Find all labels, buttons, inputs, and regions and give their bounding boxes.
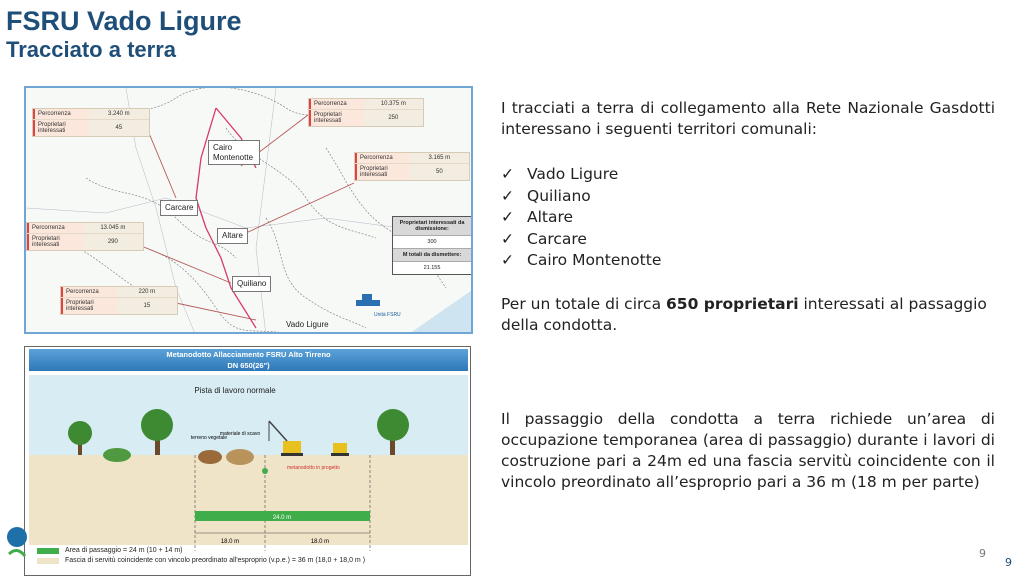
map-table-2	[308, 98, 424, 127]
table-value: 290	[107, 239, 118, 245]
table-key: Percorrenza	[33, 109, 89, 119]
diagram-header-line-2: DN 650(26")	[227, 361, 270, 370]
place-quiliano: Quiliano	[232, 276, 271, 292]
legend-text: Area di passaggio = 24 m (10 + 14 m)	[65, 547, 183, 554]
materiale-pile	[226, 449, 254, 465]
map-table-4	[26, 222, 144, 251]
paragraph-passaggio: Il passaggio della condotta a terra richiede un’area di occupazione temporanea (area di passaggio) durante i lavori di costruzione pari a 24m ed una fascia servitù coincidente con il vincolo preordinato all’esproprio pari a 36 m (18 m per parte)	[501, 410, 995, 491]
totals-box	[392, 216, 472, 275]
cross-section-diagram	[24, 346, 471, 576]
table-key: Proprietari interessati	[355, 164, 410, 180]
list-item-label: Vado Ligure	[527, 165, 619, 183]
slide-title-block	[6, 6, 242, 62]
table-key: Proprietari interessati	[309, 110, 364, 126]
table-value: 250	[388, 115, 399, 121]
place-vado-ligure: Vado Ligure	[286, 320, 329, 329]
list-item-label: Cairo Montenotte	[527, 251, 662, 269]
table-value: 15	[143, 303, 151, 309]
diagram-legend	[37, 547, 365, 567]
table-value: 220 m	[138, 289, 156, 295]
page-number: 9	[1005, 556, 1012, 569]
legend-item	[37, 557, 365, 564]
totals-value-1: 300	[393, 236, 471, 249]
slide-subtitle: Tracciato a terra	[6, 37, 176, 63]
metanodotto-label: metanodotto in progetto	[287, 465, 340, 471]
place-cairo-montenotte: Cairo Montenotte	[208, 140, 260, 165]
materiale-label: materiale di scavo	[219, 431, 261, 437]
map-table-3	[354, 152, 470, 181]
table-value: 50	[436, 169, 443, 175]
table-key: Percorrenza	[355, 153, 410, 163]
table-value: 10.375 m	[380, 101, 406, 107]
list-item-label: Carcare	[527, 229, 587, 248]
bush-icon	[103, 448, 131, 462]
legend-text: Fascia di servitù coincidente con vincolo preordinato all'esproprio (v.p.e.) = 36 m (18,0 + 18,0 m )	[65, 557, 366, 564]
table-value: 45	[115, 125, 123, 131]
width-18a-label: 18.0 m	[220, 539, 240, 545]
check-icon: ✓	[501, 208, 514, 226]
place-altare: Altare	[217, 228, 248, 244]
unita-fsru-label: Unità FSRU	[374, 312, 401, 318]
list-item	[501, 250, 661, 272]
total-text-a: Per un totale di circa	[501, 295, 666, 313]
snam-logo-icon	[6, 524, 28, 564]
total-text-c: interessati al passaggio della condotta.	[501, 295, 987, 334]
legend-swatch-green	[37, 548, 59, 554]
check-icon: ✓	[501, 251, 514, 269]
list-item-label: Quiliano	[527, 186, 591, 205]
totals-value-2: 21.155	[423, 265, 441, 271]
legend-item	[37, 547, 365, 554]
slide-title: FSRU Vado Ligure	[6, 6, 242, 36]
map-table-5	[60, 286, 178, 315]
totals-header-2: M totali da dismettere:	[393, 249, 471, 262]
list-item	[501, 186, 661, 208]
check-icon: ✓	[501, 186, 514, 205]
table-key: Proprietari interessati	[61, 298, 117, 314]
table-value: 3.165 m	[428, 155, 451, 161]
truck-icon	[331, 443, 349, 456]
table-key: Percorrenza	[61, 287, 117, 297]
diagram-graphic	[25, 371, 471, 576]
place-carcare: Carcare	[160, 200, 198, 216]
table-key: Percorrenza	[27, 223, 83, 233]
list-item	[501, 207, 661, 229]
terreno-label: terreno vegetale	[190, 435, 228, 441]
map-table-1	[32, 108, 150, 137]
pipe-marker	[262, 468, 268, 474]
table-value: 13.045 m	[100, 225, 126, 231]
ground-area	[29, 455, 468, 545]
diagram-header	[29, 349, 468, 371]
legend-swatch-beige	[37, 558, 59, 564]
list-item-label: Altare	[527, 208, 574, 226]
list-item	[501, 164, 661, 186]
table-key: Proprietari interessati	[33, 120, 89, 136]
width-24-label: 24.0 m	[272, 515, 292, 521]
table-key: Proprietari interessati	[27, 234, 83, 250]
route-map	[24, 86, 473, 334]
table-value: 3.240 m	[107, 111, 130, 117]
total-text-bold: 650 proprietari	[666, 295, 799, 313]
paragraph-intro: I tracciati a terra di collegamento alla Rete Nazionale Gasdotti interessano i seguenti territori comunali:	[501, 99, 995, 138]
pista-label: Pista di lavoro normale	[194, 386, 276, 395]
check-icon: ✓	[501, 165, 514, 183]
list-item	[501, 229, 661, 251]
paragraph-total	[501, 294, 995, 336]
check-icon: ✓	[501, 229, 514, 248]
page-number: 9	[979, 547, 986, 560]
terreno-pile	[198, 450, 222, 464]
totals-header-1: Proprietari interessati da dismissione:	[393, 217, 471, 236]
diagram-header-line-1: Metanodotto Allacciamento FSRU Alto Tirreno	[166, 350, 331, 359]
width-18b-label: 18.0 m	[310, 539, 330, 545]
table-key: Percorrenza	[309, 99, 364, 109]
municipality-list	[501, 164, 661, 272]
